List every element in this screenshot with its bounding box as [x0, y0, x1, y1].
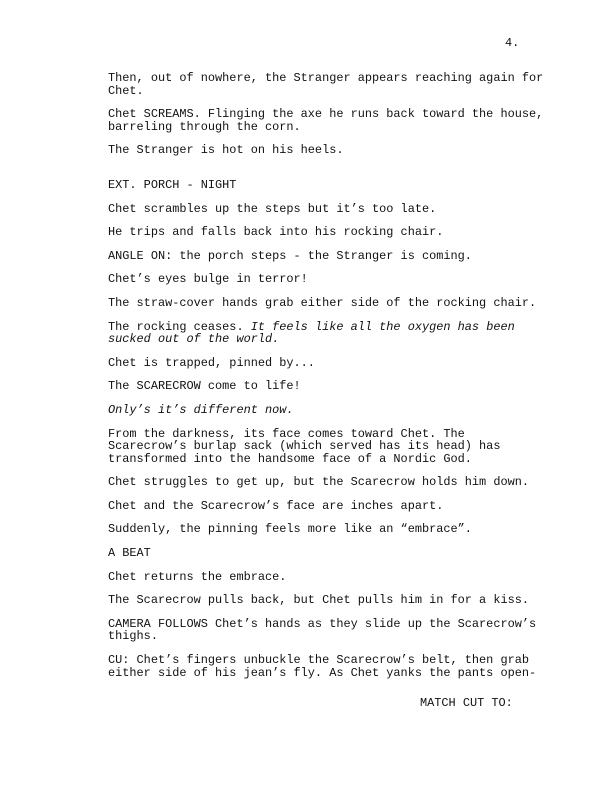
- page-number: 4.: [505, 36, 520, 50]
- action-text: Chet returns the embrace.: [108, 569, 287, 584]
- scene-heading-text: EXT. PORCH - NIGHT: [108, 177, 237, 192]
- action-text: ANGLE ON: the porch steps - the Stranger is coming.: [108, 248, 472, 263]
- action-line: [108, 476, 548, 489]
- transition: MATCH CUT TO:: [420, 696, 513, 710]
- scene-heading: [108, 179, 548, 192]
- action-text: The Scarecrow pulls back, but Chet pulls him in for a kiss.: [108, 593, 529, 608]
- action-text: Chet scrambles up the steps but it’s too late.: [108, 201, 437, 216]
- action-text: The SCARECROW come to life!: [108, 379, 301, 394]
- action-line: [108, 203, 548, 216]
- action-text: Chet and the Scarecrow’s face are inches apart.: [108, 498, 444, 513]
- action-italic-text: Only’s it’s different now.: [108, 402, 294, 417]
- action-line: [108, 547, 548, 560]
- action-line: [108, 523, 548, 536]
- action-line: [108, 654, 548, 679]
- action-line: [108, 571, 548, 584]
- action-text: CU: Chet’s fingers unbuckle the Scarecrow’s belt, then grab either side of his jean’s fly. As Chet yanks the pants open-: [108, 653, 537, 680]
- action-line: [108, 404, 548, 417]
- action-italic-text: It feels like all the oxygen has been sucked out of the world.: [108, 319, 515, 347]
- action-line: [108, 72, 548, 97]
- action-text: Suddenly, the pinning feels more like an “embrace”.: [108, 522, 472, 537]
- action-line: [108, 297, 548, 310]
- action-text: He trips and falls back into his rocking chair.: [108, 225, 444, 240]
- action-line: [108, 321, 548, 346]
- action-line: [108, 380, 548, 393]
- action-line: [108, 500, 548, 513]
- action-text: The rocking ceases.: [108, 319, 251, 334]
- action-text: A BEAT: [108, 546, 151, 561]
- action-text: Chet’s eyes bulge in terror!: [108, 272, 308, 287]
- action-text: Chet is trapped, pinned by...: [108, 355, 315, 370]
- action-text: The Stranger is hot on his heels.: [108, 143, 344, 158]
- action-line: [108, 226, 548, 239]
- action-line: [108, 428, 548, 466]
- action-line: [108, 357, 548, 370]
- action-line: [108, 108, 548, 133]
- action-text: The straw-cover hands grab either side of the rocking chair.: [108, 295, 537, 310]
- action-line: [108, 594, 548, 607]
- action-text: From the darkness, its face comes toward Chet. The Scarecrow’s burlap sack (which served has its head) has transformed into the handsome face of a Nordic God.: [108, 426, 501, 466]
- action-line: [108, 144, 548, 157]
- action-text: CAMERA FOLLOWS Chet’s hands as they slide up the Scarecrow’s thighs.: [108, 616, 537, 644]
- action-line: [108, 618, 548, 643]
- action-text: Chet SCREAMS. Flinging the axe he runs back toward the house, barreling through the corn.: [108, 107, 544, 134]
- action-line: [108, 273, 548, 286]
- action-text: Chet struggles to get up, but the Scarecrow holds him down.: [108, 475, 529, 490]
- script-body: [108, 72, 548, 690]
- action-line: [108, 250, 548, 263]
- action-text: Then, out of nowhere, the Stranger appears reaching again for Chet.: [108, 71, 544, 98]
